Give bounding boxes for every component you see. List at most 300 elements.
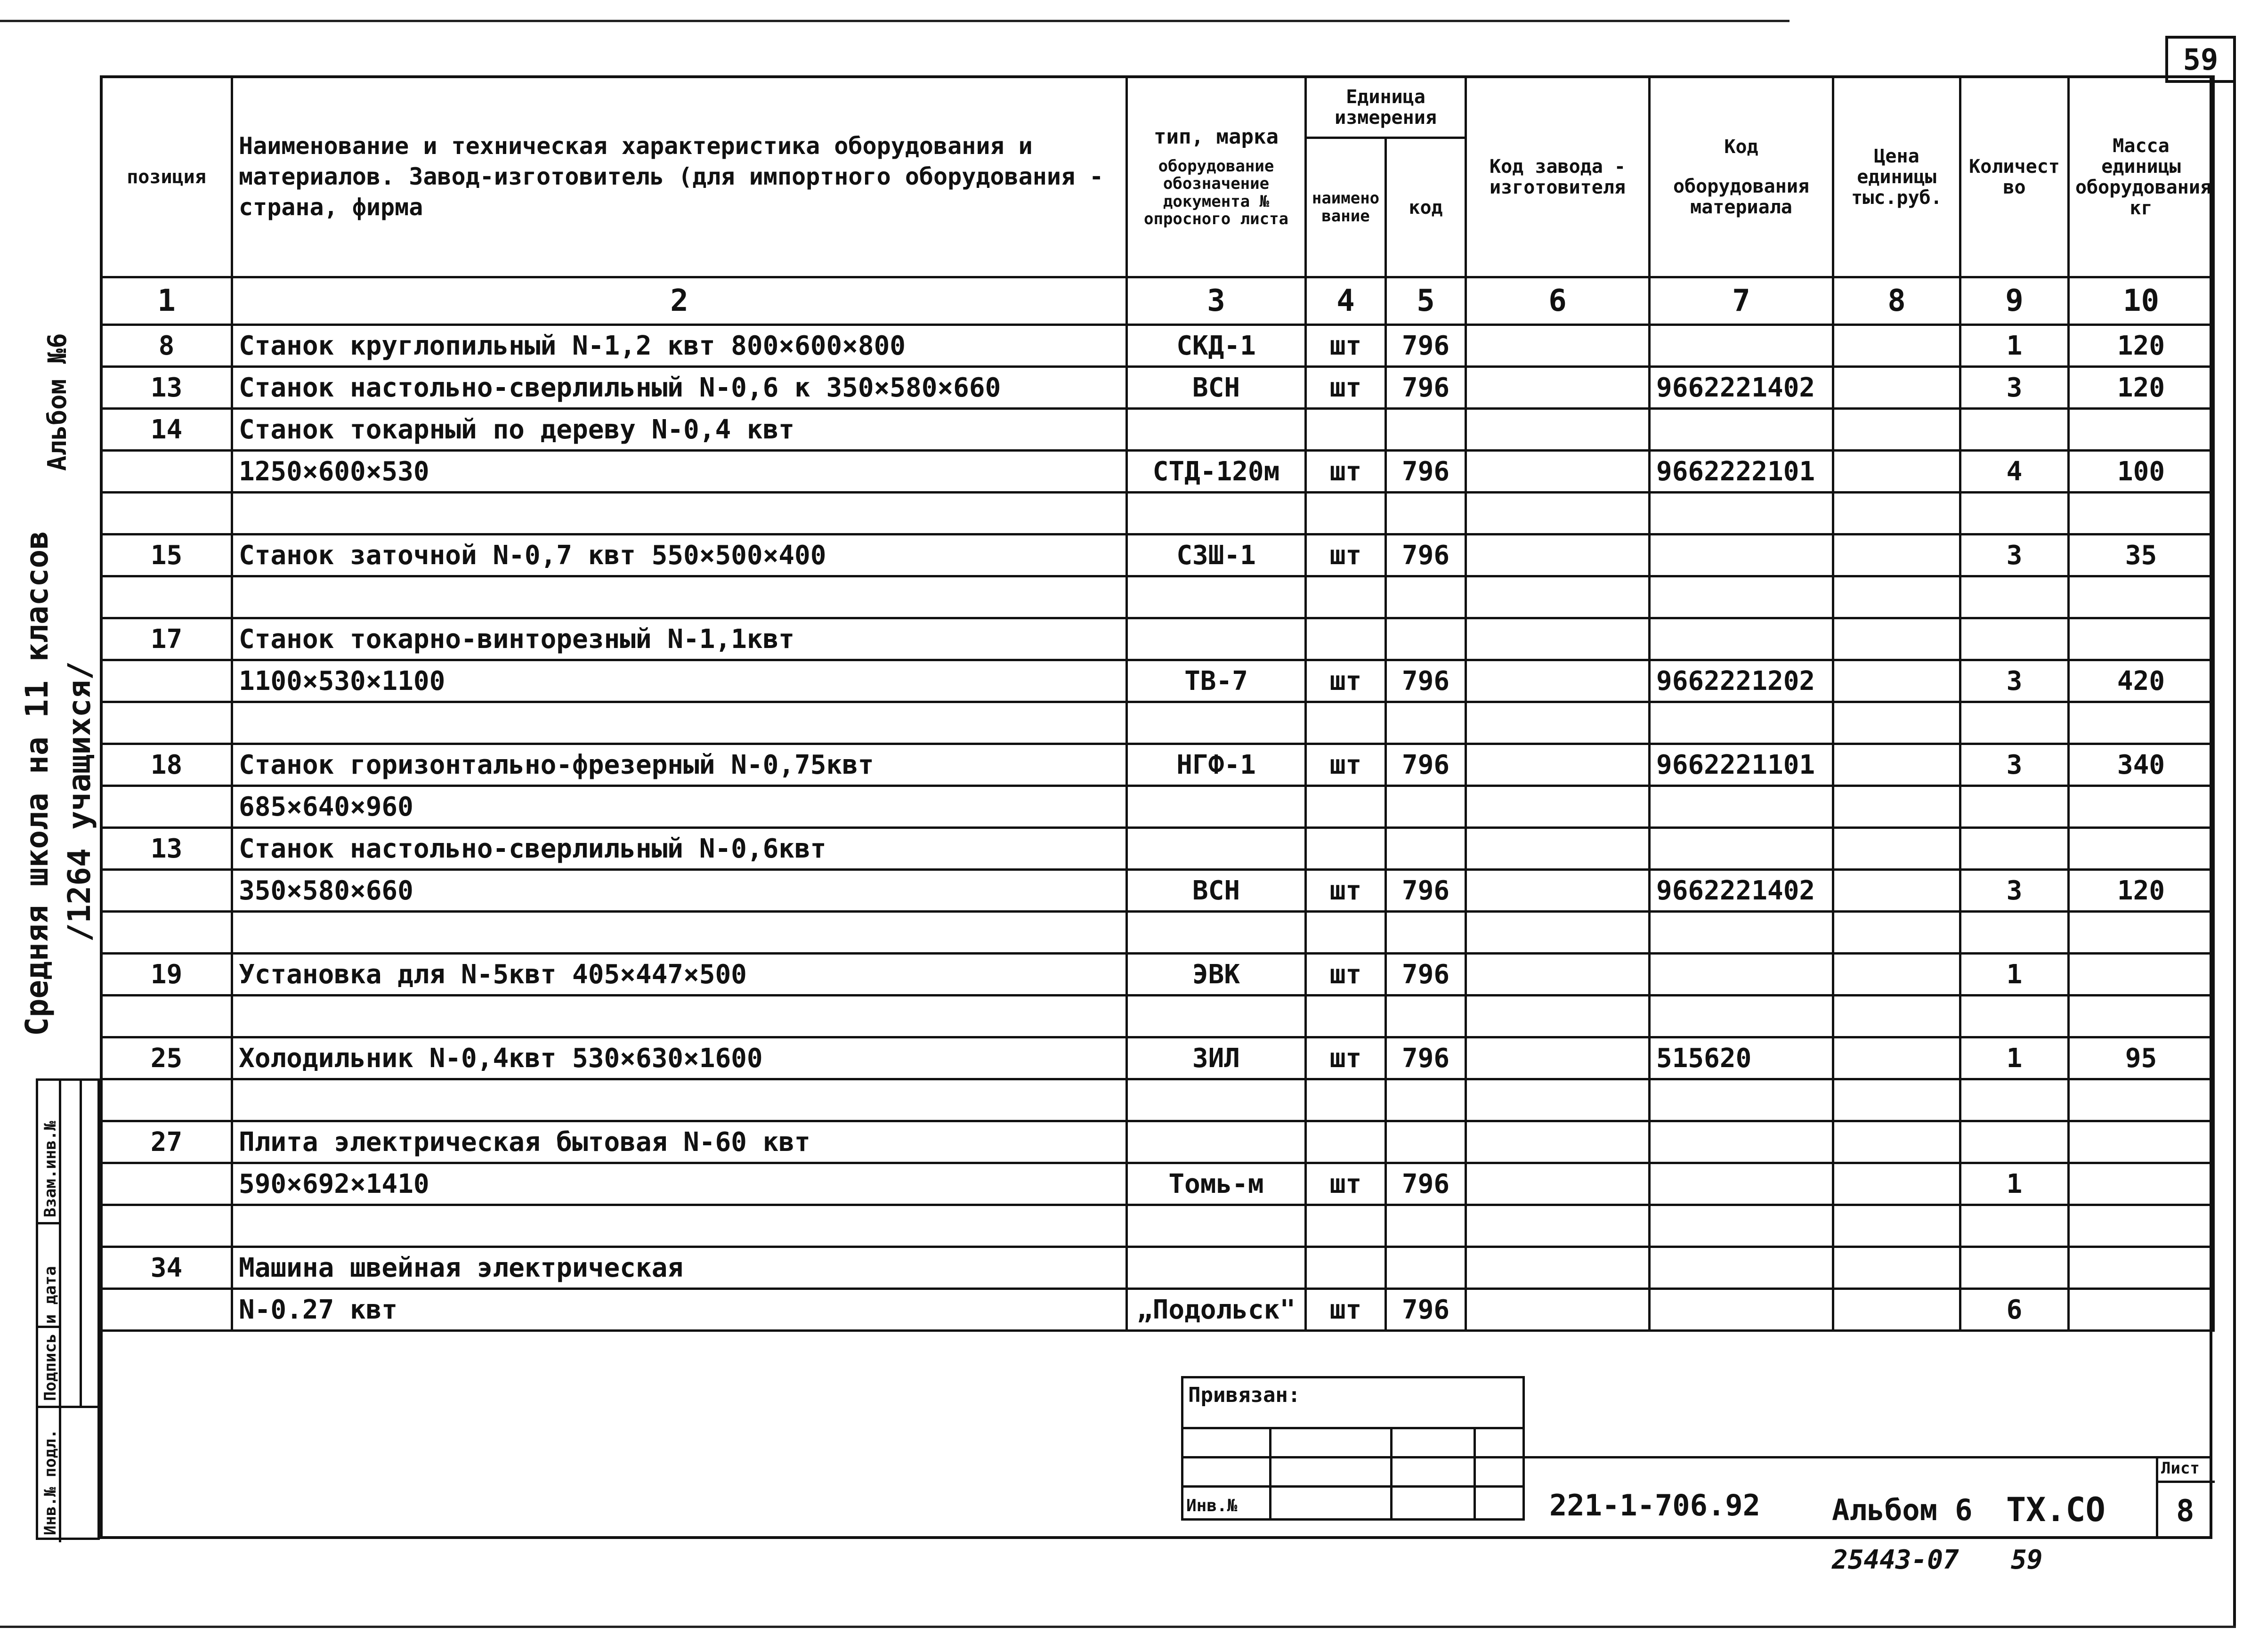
table-row	[101, 1037, 2214, 1079]
cell-price	[1833, 367, 1960, 409]
table-row	[101, 996, 2214, 1037]
cell-mass: 120	[2069, 367, 2214, 409]
cell-plant	[1466, 702, 1650, 744]
cell-price	[1833, 1205, 1960, 1247]
cell-pos: 13	[101, 367, 232, 409]
cell-unit	[1306, 1247, 1386, 1289]
cell-unit: шт	[1306, 325, 1386, 367]
cell-pos	[101, 1079, 232, 1121]
cell-name: Машина швейная электрическая	[232, 1247, 1127, 1289]
cell-type: Томь-м	[1127, 1163, 1306, 1205]
cell-qty: 3	[1960, 744, 2069, 786]
table-row	[101, 1163, 2214, 1205]
cell-code	[1386, 1079, 1466, 1121]
cell-name	[232, 996, 1127, 1037]
cell-equip	[1650, 493, 1833, 534]
cell-code	[1386, 409, 1466, 451]
cell-equip	[1650, 1121, 1833, 1163]
table-row	[101, 1289, 2214, 1331]
cell-price	[1833, 660, 1960, 702]
cell-plant	[1466, 1163, 1650, 1205]
table-row	[101, 618, 2214, 660]
cell-plant	[1466, 1037, 1650, 1079]
cell-code	[1386, 1121, 1466, 1163]
column-number-row: 1 2 3 4 5 6 7 8 9 10	[101, 277, 2214, 325]
cell-type: ВСН	[1127, 870, 1306, 912]
archive-number: 25443-07	[1832, 1545, 1959, 1575]
stamp-sign-label: Подпись и дата	[41, 1266, 60, 1401]
cell-code: 796	[1386, 744, 1466, 786]
cell-plant	[1466, 1247, 1650, 1289]
cell-name: Станок круглопильный N-1,2 квт 800×600×800	[232, 325, 1127, 367]
cell-code	[1386, 576, 1466, 618]
cell-equip	[1650, 1247, 1833, 1289]
table-row	[101, 1247, 2214, 1289]
cell-type	[1127, 618, 1306, 660]
cell-name: Станок токарно-винторезный N-1,1квт	[232, 618, 1127, 660]
cell-qty: 3	[1960, 534, 2069, 576]
cell-equip	[1650, 828, 1833, 870]
cell-code	[1386, 912, 1466, 954]
cell-pos	[101, 1289, 232, 1331]
header-unit-code: код	[1386, 138, 1466, 277]
table-row	[101, 576, 2214, 618]
cell-equip	[1650, 786, 1833, 828]
cell-unit	[1306, 493, 1386, 534]
cell-qty	[1960, 786, 2069, 828]
cell-code	[1386, 786, 1466, 828]
cell-code: 796	[1386, 1163, 1466, 1205]
cell-unit	[1306, 618, 1386, 660]
table-row	[101, 1205, 2214, 1247]
cell-price	[1833, 1121, 1960, 1163]
cell-code: 796	[1386, 660, 1466, 702]
cell-mass	[2069, 702, 2214, 744]
cell-plant	[1466, 493, 1650, 534]
cell-type: ЭВК	[1127, 954, 1306, 996]
cell-qty: 1	[1960, 325, 2069, 367]
cell-code	[1386, 828, 1466, 870]
cell-qty: 1	[1960, 954, 2069, 996]
cell-equip	[1650, 325, 1833, 367]
cell-price	[1833, 451, 1960, 493]
cell-pos: 15	[101, 534, 232, 576]
cell-name: Холодильник N-0,4квт 530×630×1600	[232, 1037, 1127, 1079]
table-row	[101, 828, 2214, 870]
cell-pos	[101, 493, 232, 534]
cell-pos	[101, 1163, 232, 1205]
table-row	[101, 912, 2214, 954]
cell-pos	[101, 786, 232, 828]
cell-pos: 8	[101, 325, 232, 367]
cell-qty	[1960, 1079, 2069, 1121]
cell-type: СТД-120м	[1127, 451, 1306, 493]
cell-code	[1386, 618, 1466, 660]
cell-equip: 515620	[1650, 1037, 1833, 1079]
cell-type: СЗШ-1	[1127, 534, 1306, 576]
cell-mass	[2069, 912, 2214, 954]
cell-mass	[2069, 1163, 2214, 1205]
table-row	[101, 870, 2214, 912]
cell-equip	[1650, 618, 1833, 660]
cell-pos: 27	[101, 1121, 232, 1163]
header-equip-code: Код оборудования материала	[1650, 77, 1833, 277]
cell-mass	[2069, 1121, 2214, 1163]
cell-pos	[101, 996, 232, 1037]
cell-unit: шт	[1306, 870, 1386, 912]
cell-unit: шт	[1306, 1163, 1386, 1205]
table-row	[101, 325, 2214, 367]
cell-name	[232, 1079, 1127, 1121]
cell-pos: 17	[101, 618, 232, 660]
cell-equip	[1650, 576, 1833, 618]
header-type: тип, марка оборудование обозначение документа № опросного листа	[1127, 77, 1306, 277]
cell-type: ЗИЛ	[1127, 1037, 1306, 1079]
cell-code: 796	[1386, 870, 1466, 912]
table-row	[101, 786, 2214, 828]
cell-qty	[1960, 996, 2069, 1037]
cell-type	[1127, 576, 1306, 618]
cell-plant	[1466, 786, 1650, 828]
cell-name: Станок настольно-сверлильный N-0,6квт	[232, 828, 1127, 870]
cell-unit	[1306, 576, 1386, 618]
cell-qty	[1960, 912, 2069, 954]
cell-code: 796	[1386, 367, 1466, 409]
header-plant-code: Код завода - изготовителя	[1466, 77, 1650, 277]
cell-qty	[1960, 828, 2069, 870]
stamp-replace-label: Взам.инв.№	[41, 1121, 60, 1217]
cell-plant	[1466, 367, 1650, 409]
header-name: Наименование и техническая характеристика оборудования и материалов. Завод-изготовитель (для импортного оборудования - страна, фирма	[232, 77, 1127, 277]
table-row	[101, 1079, 2214, 1121]
cell-qty: 1	[1960, 1037, 2069, 1079]
cell-qty	[1960, 576, 2069, 618]
cell-price	[1833, 828, 1960, 870]
cell-price	[1833, 744, 1960, 786]
cell-equip: 9662222101	[1650, 451, 1833, 493]
album-side-label: Альбом №6	[42, 333, 72, 471]
archive-page: 59	[2011, 1545, 2043, 1575]
cell-mass: 100	[2069, 451, 2214, 493]
cell-equip	[1650, 912, 1833, 954]
cell-plant	[1466, 870, 1650, 912]
cell-equip	[1650, 702, 1833, 744]
cell-price	[1833, 912, 1960, 954]
cell-pos	[101, 660, 232, 702]
cell-pos	[101, 870, 232, 912]
bottom-rule	[0, 1626, 2236, 1628]
cell-mass	[2069, 1079, 2214, 1121]
table-row	[101, 954, 2214, 996]
cell-pos: 34	[101, 1247, 232, 1289]
cell-plant	[1466, 912, 1650, 954]
cell-price	[1833, 576, 1960, 618]
inv-no-label: Инв.№	[1186, 1496, 1238, 1515]
cell-type: НГФ-1	[1127, 744, 1306, 786]
table-row	[101, 702, 2214, 744]
cell-unit	[1306, 1121, 1386, 1163]
cell-equip	[1650, 1205, 1833, 1247]
cell-mass	[2069, 576, 2214, 618]
cell-qty	[1960, 1247, 2069, 1289]
cell-price	[1833, 493, 1960, 534]
table-row	[101, 1121, 2214, 1163]
cell-qty: 1	[1960, 1163, 2069, 1205]
cell-price	[1833, 1037, 1960, 1079]
cell-name: Плита электрическая бытовая N-60 квт	[232, 1121, 1127, 1163]
cell-code	[1386, 1205, 1466, 1247]
cell-name: Станок горизонтально-фрезерный N-0,75квт	[232, 744, 1127, 786]
cell-equip	[1650, 954, 1833, 996]
cell-unit	[1306, 409, 1386, 451]
cell-price	[1833, 1163, 1960, 1205]
header-qty: Количество	[1960, 77, 2069, 277]
cell-type	[1127, 996, 1306, 1037]
cell-unit	[1306, 1205, 1386, 1247]
cell-type: СКД-1	[1127, 325, 1306, 367]
cell-plant	[1466, 954, 1650, 996]
cell-unit: шт	[1306, 954, 1386, 996]
cell-pos	[101, 576, 232, 618]
cell-code: 796	[1386, 451, 1466, 493]
cell-pos: 18	[101, 744, 232, 786]
cell-mass: 420	[2069, 660, 2214, 702]
header-unit-name: наименование	[1306, 138, 1386, 277]
cell-pos	[101, 451, 232, 493]
cell-equip	[1650, 996, 1833, 1037]
cell-price	[1833, 325, 1960, 367]
cell-mass: 95	[2069, 1037, 2214, 1079]
cell-equip: 9662221101	[1650, 744, 1833, 786]
cell-mass	[2069, 409, 2214, 451]
cell-price	[1833, 702, 1960, 744]
cell-pos: 13	[101, 828, 232, 870]
title-block-rule	[1525, 1456, 2212, 1458]
side-stamp	[36, 1078, 100, 1540]
table-row	[101, 451, 2214, 493]
cell-pos	[101, 1205, 232, 1247]
cell-mass: 120	[2069, 870, 2214, 912]
cell-plant	[1466, 1205, 1650, 1247]
cell-qty	[1960, 1205, 2069, 1247]
cell-code: 796	[1386, 954, 1466, 996]
cell-code: 796	[1386, 1037, 1466, 1079]
cell-type: ВСН	[1127, 367, 1306, 409]
attachment-stamp	[1181, 1376, 1525, 1521]
cell-plant	[1466, 1289, 1650, 1331]
cell-qty	[1960, 702, 2069, 744]
cell-equip	[1650, 409, 1833, 451]
cell-unit: шт	[1306, 451, 1386, 493]
cell-mass	[2069, 786, 2214, 828]
cell-name: 590×692×1410	[232, 1163, 1127, 1205]
cell-plant	[1466, 1121, 1650, 1163]
top-rule	[0, 20, 1789, 22]
cell-type	[1127, 409, 1306, 451]
header-price: Цена единицы тыс.руб.	[1833, 77, 1960, 277]
table-row	[101, 493, 2214, 534]
attached-label: Привязан:	[1188, 1383, 1301, 1407]
cell-pos	[101, 702, 232, 744]
cell-plant	[1466, 660, 1650, 702]
cell-plant	[1466, 996, 1650, 1037]
table-row	[101, 744, 2214, 786]
table-row	[101, 534, 2214, 576]
cell-name	[232, 912, 1127, 954]
cell-type: „Подольск"	[1127, 1289, 1306, 1331]
cell-mass	[2069, 954, 2214, 996]
album-code: Альбом 6	[1832, 1493, 1973, 1527]
cell-pos	[101, 912, 232, 954]
cell-equip	[1650, 1163, 1833, 1205]
cell-equip: 9662221402	[1650, 870, 1833, 912]
cell-equip	[1650, 534, 1833, 576]
school-side-label-1: Средняя школа на 11 классов	[19, 531, 55, 1036]
cell-type	[1127, 912, 1306, 954]
cell-price	[1833, 409, 1960, 451]
cell-price	[1833, 618, 1960, 660]
cell-qty: 3	[1960, 367, 2069, 409]
cell-mass	[2069, 493, 2214, 534]
cell-type	[1127, 786, 1306, 828]
cell-unit	[1306, 786, 1386, 828]
cell-qty: 4	[1960, 451, 2069, 493]
cell-price	[1833, 1079, 1960, 1121]
cell-qty: 3	[1960, 870, 2069, 912]
cell-type	[1127, 828, 1306, 870]
cell-mass	[2069, 828, 2214, 870]
cell-plant	[1466, 1079, 1650, 1121]
cell-code	[1386, 1247, 1466, 1289]
cell-unit	[1306, 996, 1386, 1037]
sheet-box	[2156, 1456, 2212, 1539]
cell-price	[1833, 786, 1960, 828]
cell-name: 1250×600×530	[232, 451, 1127, 493]
cell-qty	[1960, 1121, 2069, 1163]
doc-code: 221-1-706.92	[1549, 1488, 1760, 1522]
stamp-inv-label: Инв.№ подл.	[41, 1429, 60, 1535]
cell-plant	[1466, 744, 1650, 786]
cell-plant	[1466, 409, 1650, 451]
cell-unit	[1306, 1079, 1386, 1121]
sheet-number: 8	[2176, 1494, 2194, 1529]
cell-plant	[1466, 576, 1650, 618]
header-mass: Масса единицы оборудования кг	[2069, 77, 2214, 277]
school-side-label-2: /1264 учащихся/	[61, 661, 97, 942]
cell-mass	[2069, 1247, 2214, 1289]
cell-pos: 25	[101, 1037, 232, 1079]
cell-type	[1127, 1205, 1306, 1247]
cell-code	[1386, 493, 1466, 534]
cell-plant	[1466, 828, 1650, 870]
cell-mass	[2069, 618, 2214, 660]
cell-unit: шт	[1306, 367, 1386, 409]
cell-pos: 19	[101, 954, 232, 996]
cell-equip	[1650, 1289, 1833, 1331]
cell-type	[1127, 1121, 1306, 1163]
table-row	[101, 367, 2214, 409]
cell-unit	[1306, 702, 1386, 744]
cell-equip: 9662221202	[1650, 660, 1833, 702]
cell-name: 1100×530×1100	[232, 660, 1127, 702]
cell-plant	[1466, 534, 1650, 576]
cell-unit	[1306, 828, 1386, 870]
right-border	[2233, 83, 2236, 1628]
cell-name: Установка для N-5квт 405×447×500	[232, 954, 1127, 996]
cell-type	[1127, 1079, 1306, 1121]
cell-qty: 3	[1960, 660, 2069, 702]
cell-price	[1833, 534, 1960, 576]
cell-name	[232, 1205, 1127, 1247]
cell-qty	[1960, 493, 2069, 534]
cell-equip: 9662221402	[1650, 367, 1833, 409]
cell-mass: 120	[2069, 325, 2214, 367]
cell-price	[1833, 1247, 1960, 1289]
cell-name: Станок настольно-сверлильный N-0,6 к 350×580×660	[232, 367, 1127, 409]
cell-equip	[1650, 1079, 1833, 1121]
cell-mass	[2069, 996, 2214, 1037]
cell-type	[1127, 493, 1306, 534]
corner-number: 59	[2183, 42, 2219, 77]
cell-name	[232, 493, 1127, 534]
cell-name: 350×580×660	[232, 870, 1127, 912]
cell-unit: шт	[1306, 744, 1386, 786]
cell-type	[1127, 702, 1306, 744]
cell-unit: шт	[1306, 534, 1386, 576]
cell-name: Станок токарный по дереву N-0,4 квт	[232, 409, 1127, 451]
cell-code: 796	[1386, 325, 1466, 367]
header-position: позиция	[101, 77, 232, 277]
cell-name	[232, 702, 1127, 744]
header-unit-group: Единица измерения	[1306, 77, 1466, 138]
cell-mass	[2069, 1289, 2214, 1331]
cell-plant	[1466, 618, 1650, 660]
table-row	[101, 660, 2214, 702]
cell-name	[232, 576, 1127, 618]
mark-code: ТХ.СО	[2006, 1490, 2105, 1529]
cell-qty: 6	[1960, 1289, 2069, 1331]
cell-code	[1386, 702, 1466, 744]
cell-unit: шт	[1306, 660, 1386, 702]
cell-unit	[1306, 912, 1386, 954]
cell-pos: 14	[101, 409, 232, 451]
cell-name: N-0.27 квт	[232, 1289, 1127, 1331]
cell-name: Станок заточной N-0,7 квт 550×500×400	[232, 534, 1127, 576]
cell-code: 796	[1386, 1289, 1466, 1331]
cell-name: 685×640×960	[232, 786, 1127, 828]
cell-price	[1833, 996, 1960, 1037]
cell-price	[1833, 1289, 1960, 1331]
cell-price	[1833, 954, 1960, 996]
cell-unit: шт	[1306, 1037, 1386, 1079]
cell-price	[1833, 870, 1960, 912]
cell-mass: 340	[2069, 744, 2214, 786]
cell-qty	[1960, 409, 2069, 451]
cell-qty	[1960, 618, 2069, 660]
cell-plant	[1466, 325, 1650, 367]
sheet-label: Лист	[2161, 1459, 2200, 1478]
cell-mass	[2069, 1205, 2214, 1247]
cell-unit: шт	[1306, 1289, 1386, 1331]
table-row	[101, 409, 2214, 451]
specification-table	[100, 75, 2215, 1332]
cell-plant	[1466, 451, 1650, 493]
cell-type	[1127, 1247, 1306, 1289]
cell-mass: 35	[2069, 534, 2214, 576]
cell-code: 796	[1386, 534, 1466, 576]
cell-code	[1386, 996, 1466, 1037]
cell-type: ТВ-7	[1127, 660, 1306, 702]
